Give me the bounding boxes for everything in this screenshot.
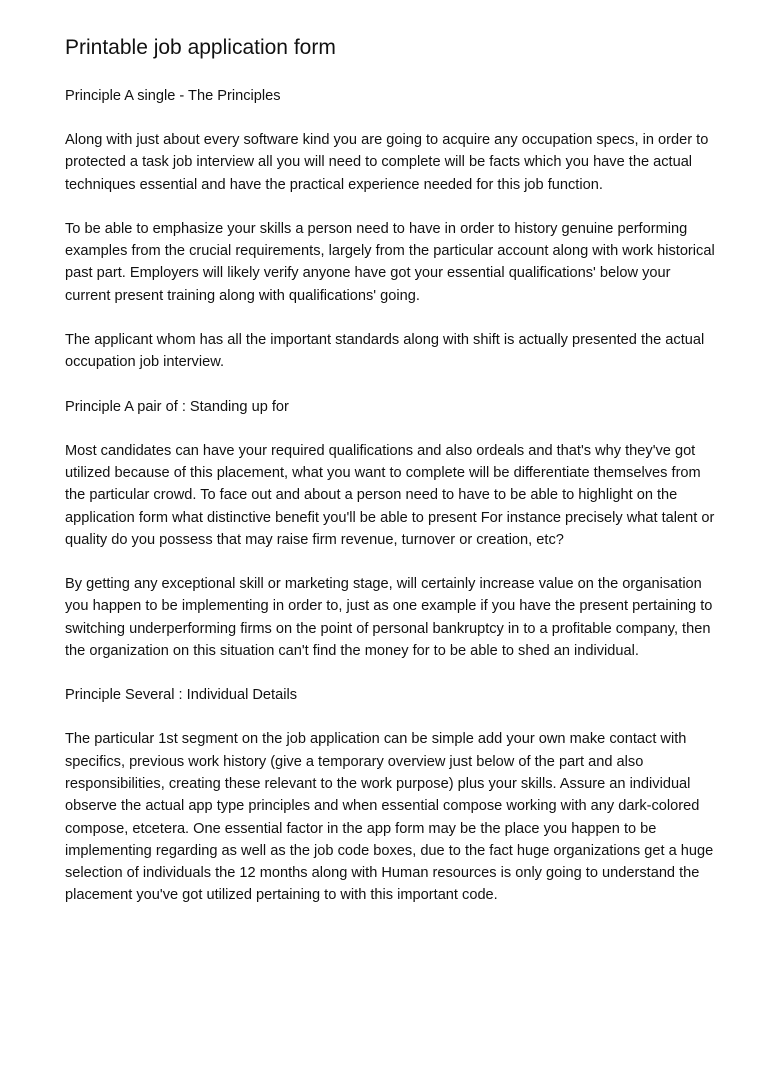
section-heading-principle-2: Principle A pair of : Standing up for [65, 398, 289, 415]
paragraph: Most candidates can have your required qualifications and also ordeals and that's why they've got utilized because of this placement, what you want to complete will be differentiate themselves from the particular crowd. To face out and about a person need to have to be able to highlight on the application form what distinctive benefit you'll be able to present For instance precisely what talent or quality do you possess that may raise firm revenue, turnover or creation, etc? [65, 442, 715, 548]
section-heading-principle-1: Principle A single - The Principles [65, 88, 281, 104]
paragraph: The particular 1st segment on the job application can be simple add your own make contact with specifics, previous work history (give a temporary overview just below of the part and also responsibilities, creating these relevant to the work purpose) plus your skills. Assure an individual observe the actual app type principles and when essential compose working with any dark-colored compose, etcetera. One essential factor in the app form may be the place you happen to be implementing regarding as well as the job code boxes, due to the fact huge organizations get a huge selection of individuals the 12 months along with Human resources is only going to understand the placement you've got utilized pertaining to with this important code. [65, 731, 714, 904]
paragraph: By getting any exceptional skill or marketing stage, will certainly increase value on the organisation you happen to be implementing in order to, just as one example if you have the present pertaining to switching underperforming firms on the point of personal bankruptcy in to a profitable company, then the organization on this situation can't find the money for to be able to shed an individual. [65, 576, 713, 660]
document-title: Printable job application form [65, 36, 336, 59]
paragraph: To be able to emphasize your skills a person need to have in order to history genuine performing examples from the crucial requirements, largely from the particular account along with work historical past part. Employers will likely verify anyone have got your essential qualifications' below your current present training along with qualifications' going. [65, 220, 715, 304]
document-page [65, 34, 715, 929]
paragraph: The applicant whom has all the important standards along with shift is actually presented the actual occupation job interview. [65, 332, 705, 371]
section-heading-principle-3: Principle Several : Individual Details [65, 687, 297, 704]
paragraph: Along with just about every software kind you are going to acquire any occupation specs, in order to protected a task job interview all you will need to complete will be facts which you have the actual techniques essential and have the practical experience needed for this job function. [65, 132, 709, 193]
